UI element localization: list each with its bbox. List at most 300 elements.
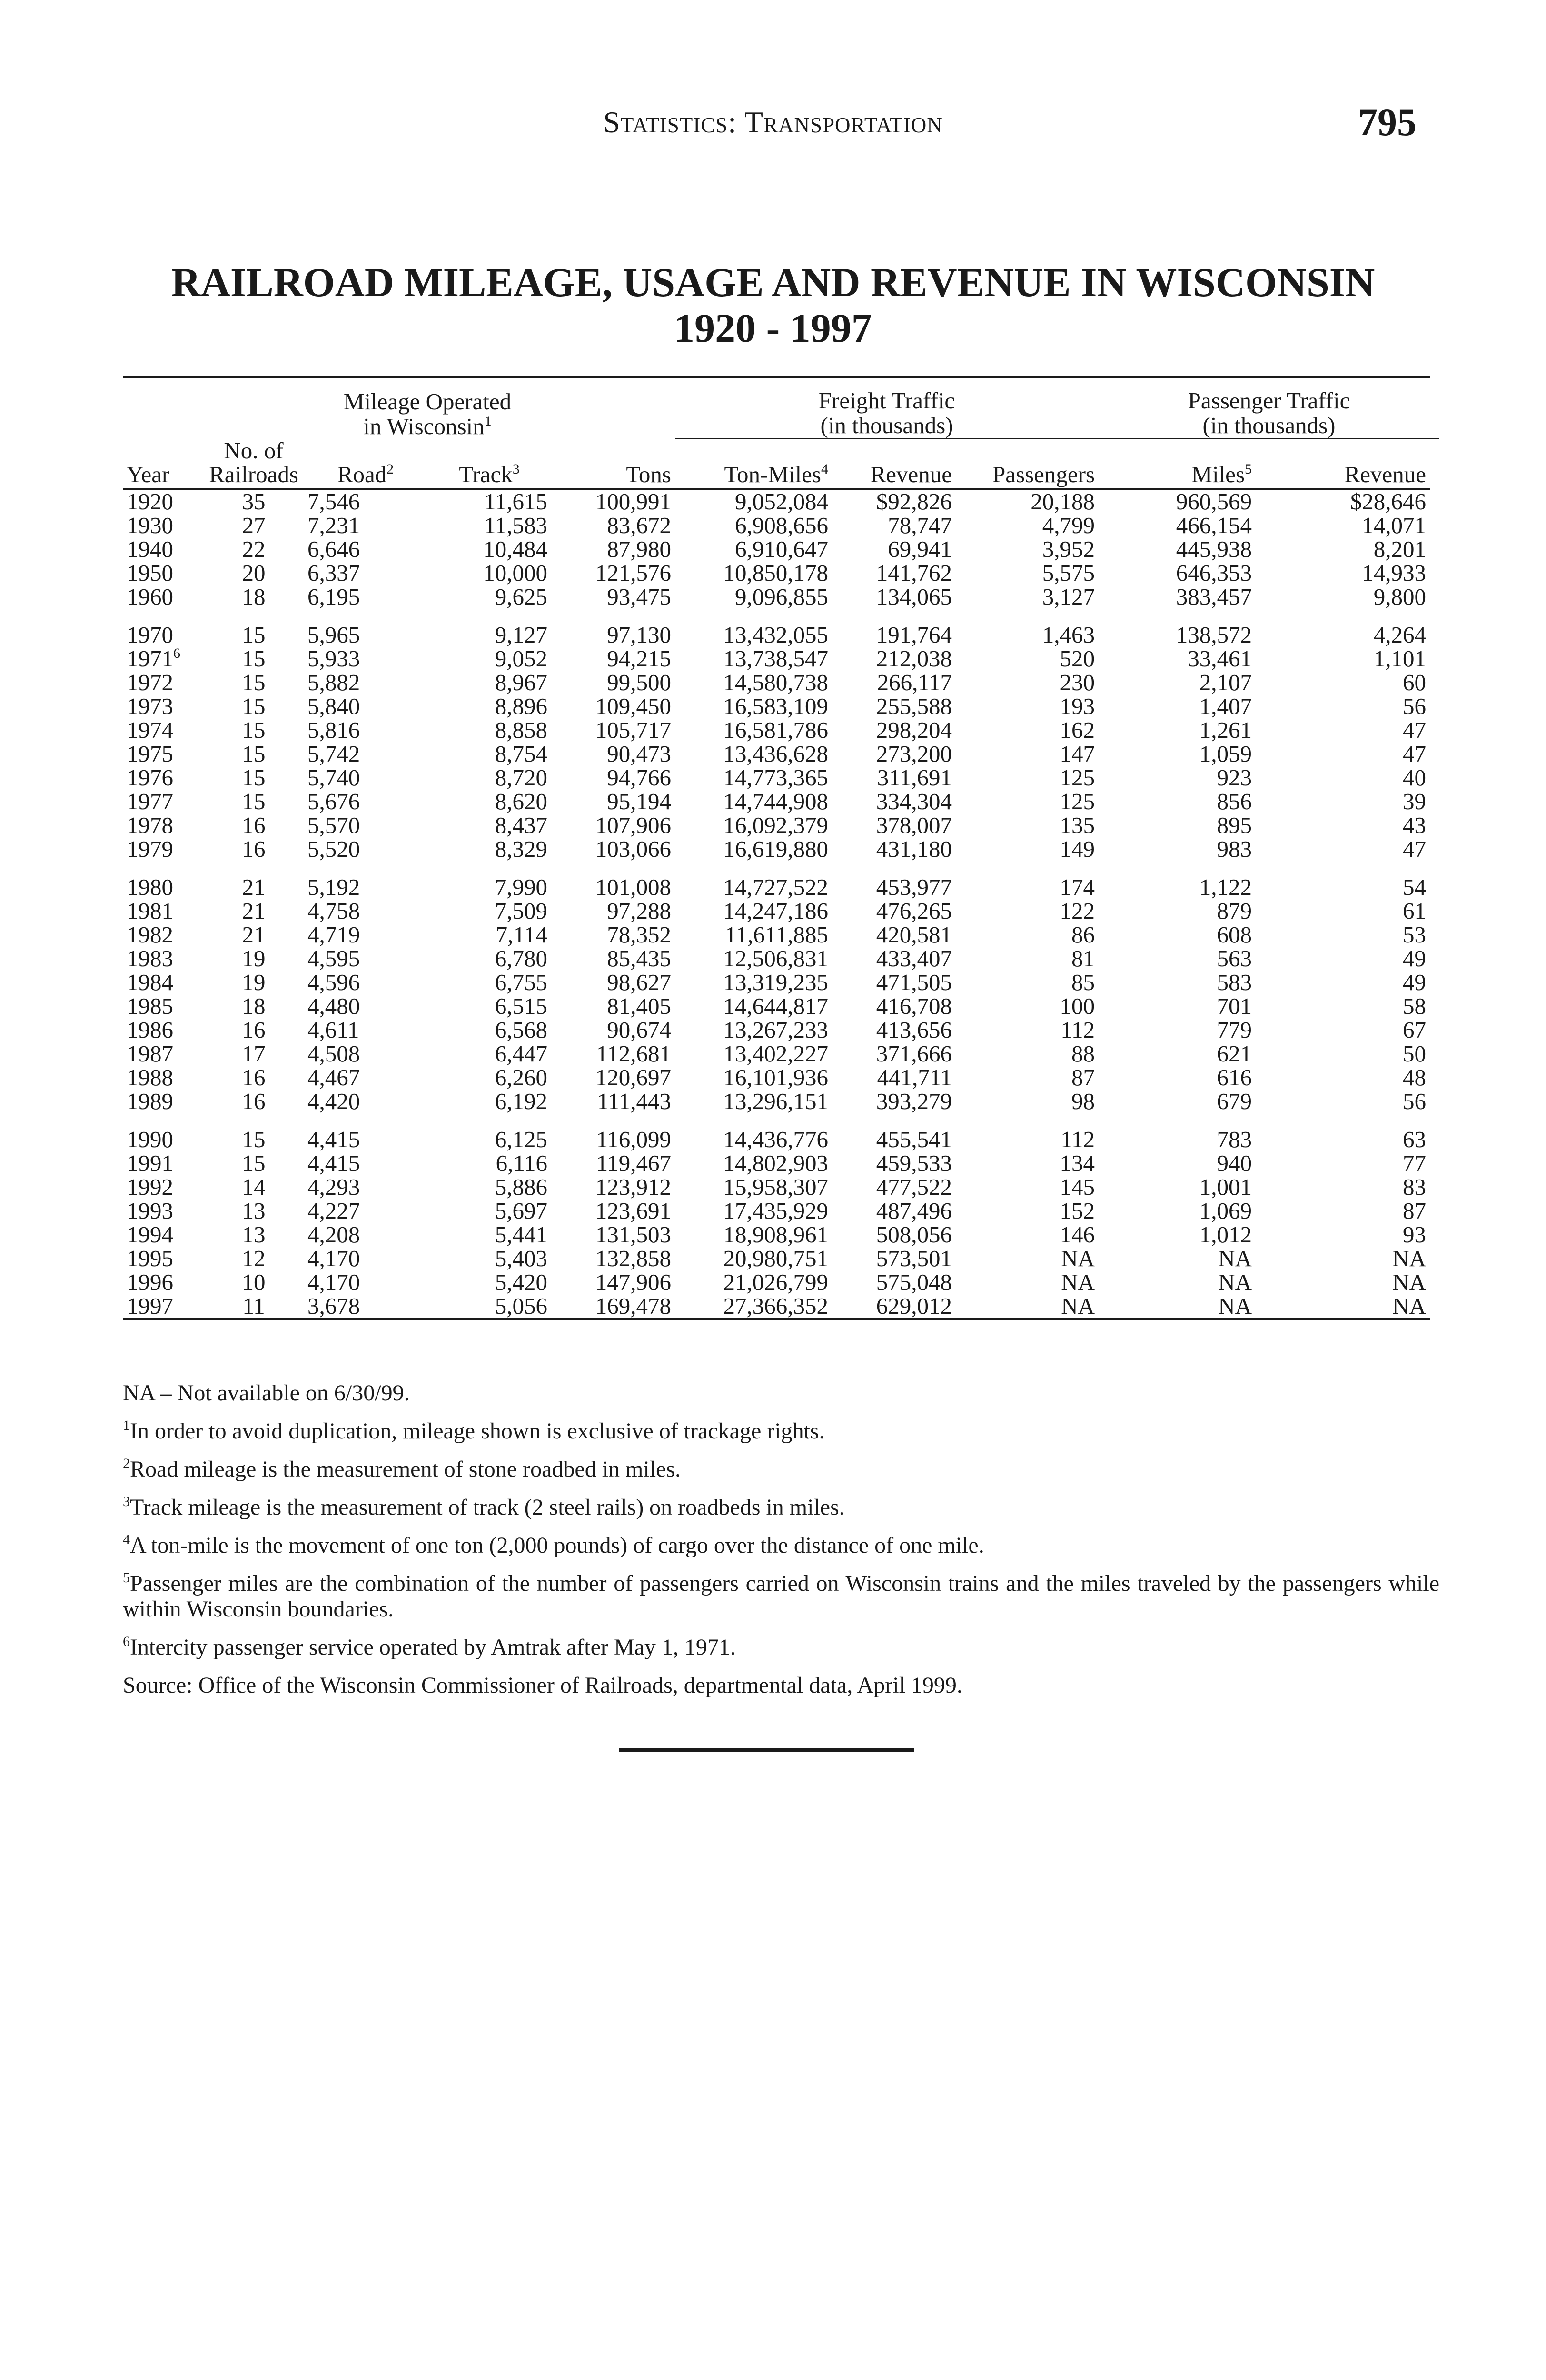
cell-tons: 109,450 (595, 693, 671, 719)
cell-tons: 100,991 (595, 488, 671, 515)
cell-freight-revenue: 371,666 (876, 1040, 952, 1067)
cell-road: 4,420 (307, 1088, 360, 1114)
cell-miles: 1,059 (1199, 740, 1252, 767)
cell-freight-revenue: 273,200 (876, 740, 952, 767)
cell-tons: 107,906 (595, 812, 671, 838)
cell-year: 1979 (127, 835, 173, 862)
cell-miles: 445,938 (1176, 536, 1252, 562)
cell-tons: 85,435 (607, 945, 671, 972)
cell-railroads: 15 (242, 645, 266, 672)
footnote-text: Source: Office of the Wisconsin Commissioner of Railroads, departmental data, April 1999. (123, 1673, 962, 1698)
cell-railroads: 15 (242, 693, 266, 719)
cell-freight-revenue: 378,007 (876, 812, 952, 838)
cell-passengers: 87 (1071, 1064, 1095, 1091)
cell-track: 10,484 (483, 536, 547, 562)
cell-ton-miles: 11,611,885 (725, 921, 828, 948)
cell-railroads: 19 (242, 969, 266, 995)
cell-miles: 960,569 (1176, 488, 1252, 515)
cell-passenger-revenue: NA (1392, 1245, 1426, 1271)
cell-passengers: 100 (1060, 992, 1095, 1019)
freight-group-line2: (in thousands) (820, 412, 953, 438)
cell-miles: 621 (1217, 1040, 1252, 1067)
cell-road: 4,415 (307, 1150, 360, 1176)
footnote-mark: 3 (123, 1494, 130, 1509)
table-row (123, 947, 1439, 971)
cell-road: 5,965 (307, 621, 360, 648)
footnote-mark: 6 (123, 1634, 130, 1649)
footnote-text: NA – Not available on 6/30/99. (123, 1380, 410, 1406)
cell-passenger-revenue: 47 (1403, 716, 1426, 743)
table-row (123, 837, 1439, 861)
cell-passenger-revenue: 39 (1403, 788, 1426, 814)
table-row (123, 1223, 1439, 1247)
cell-year: 1986 (127, 1016, 173, 1043)
footnote (123, 1457, 1439, 1482)
cell-tons: 98,627 (607, 969, 671, 995)
cell-miles: 779 (1217, 1016, 1252, 1043)
cell-passenger-revenue: 40 (1403, 764, 1426, 791)
cell-year: 1973 (127, 693, 173, 719)
cell-railroads: 18 (242, 583, 266, 610)
cell-railroads: 15 (242, 716, 266, 743)
cell-passengers: 86 (1071, 921, 1095, 948)
cell-freight-revenue: 471,505 (876, 969, 952, 995)
cell-year: 1987 (127, 1040, 173, 1067)
cell-year: 1989 (127, 1088, 173, 1114)
passenger-group-line2: (in thousands) (1202, 412, 1336, 438)
cell-passenger-revenue: 43 (1403, 812, 1426, 838)
cell-miles: 646,353 (1176, 559, 1252, 586)
cell-ton-miles: 10,850,178 (723, 559, 828, 586)
cell-ton-miles: 14,727,522 (723, 873, 828, 900)
cell-passengers: 134 (1060, 1150, 1095, 1176)
cell-railroads: 20 (242, 559, 266, 586)
cell-tons: 97,288 (607, 897, 671, 924)
cell-passengers: 3,127 (1042, 583, 1095, 610)
cell-year: 1920 (127, 488, 173, 515)
cell-year: 1960 (127, 583, 173, 610)
cell-road: 4,227 (307, 1197, 360, 1224)
footnotes (123, 1380, 1439, 1711)
table-row (123, 923, 1439, 947)
cell-track: 6,780 (495, 945, 547, 972)
cell-passenger-revenue: 56 (1403, 1088, 1426, 1114)
cell-passenger-revenue: 54 (1403, 873, 1426, 900)
cell-miles: 923 (1217, 764, 1252, 791)
cell-railroads: 15 (242, 788, 266, 814)
cell-railroads: 15 (242, 764, 266, 791)
cell-miles: NA (1218, 1245, 1252, 1271)
cell-railroads: 27 (242, 512, 266, 538)
col-track: Track$^3$ (427, 439, 551, 489)
cell-road: 4,480 (307, 992, 360, 1019)
track-note: 3 (512, 461, 520, 477)
cell-tons: 123,691 (595, 1197, 671, 1224)
cell-ton-miles: 9,096,855 (735, 583, 828, 610)
cell-road: 6,337 (307, 559, 360, 586)
cell-ton-miles: 16,583,109 (723, 693, 828, 719)
col-ton-miles: Ton-Miles$^4$ (675, 439, 832, 489)
cell-railroads: 14 (242, 1173, 266, 1200)
table-row (123, 1270, 1439, 1294)
cell-passengers: 3,952 (1042, 536, 1095, 562)
cell-freight-revenue: 487,496 (876, 1197, 952, 1224)
cell-freight-revenue: 311,691 (877, 764, 952, 791)
cell-road: 4,508 (307, 1040, 360, 1067)
passenger-group-line1: Passenger Traffic (1188, 387, 1350, 414)
table-row (123, 561, 1439, 585)
table-row (123, 875, 1439, 899)
footnote (123, 1418, 1439, 1444)
cell-tons: 78,352 (607, 921, 671, 948)
cell-road: 5,816 (307, 716, 360, 743)
cell-ton-miles: 14,744,908 (723, 788, 828, 814)
cell-passengers: 85 (1071, 969, 1095, 995)
cell-freight-revenue: 134,065 (876, 583, 952, 610)
cell-passenger-revenue: 77 (1403, 1150, 1426, 1176)
cell-miles: 879 (1217, 897, 1252, 924)
cell-passengers: 230 (1060, 669, 1095, 695)
cell-miles: 608 (1217, 921, 1252, 948)
cell-tons: 95,194 (607, 788, 671, 814)
cell-freight-revenue: 141,762 (876, 559, 952, 586)
table-row (123, 671, 1439, 694)
railroad-table-container (123, 376, 1439, 1320)
cell-track: 8,896 (495, 693, 547, 719)
cell-tons: 93,475 (607, 583, 671, 610)
cell-freight-revenue: 266,117 (877, 669, 952, 695)
cell-freight-revenue: 78,747 (888, 512, 952, 538)
cell-ton-miles: 14,802,903 (723, 1150, 828, 1176)
table-row (123, 694, 1439, 718)
table-row (123, 813, 1439, 837)
cell-track: 9,052 (495, 645, 547, 672)
cell-track: 5,441 (495, 1221, 547, 1248)
footnote (123, 1635, 1439, 1660)
cell-track: 8,754 (495, 740, 547, 767)
cell-ton-miles: 15,958,307 (723, 1173, 828, 1200)
col-railroads (204, 439, 304, 489)
cell-track: 9,127 (495, 621, 547, 648)
cell-freight-revenue: 393,279 (876, 1088, 952, 1114)
cell-ton-miles: 16,619,880 (723, 835, 828, 862)
cell-road: 4,596 (307, 969, 360, 995)
cell-passenger-revenue: 61 (1403, 897, 1426, 924)
page-title (0, 259, 1546, 351)
cell-passengers: 174 (1060, 873, 1095, 900)
cell-miles: 1,001 (1199, 1173, 1252, 1200)
table-row (123, 1066, 1439, 1090)
cell-miles: NA (1099, 1294, 1256, 1319)
cell-ton-miles: 16,581,786 (723, 716, 828, 743)
cell-railroads: 16 (242, 1064, 266, 1091)
cell-passengers: 20,188 (1031, 488, 1095, 515)
cell-railroads: 15 (242, 1150, 266, 1176)
col-railroads-line2: Railroads (209, 461, 298, 487)
page-number: 795 (1358, 100, 1417, 144)
cell-railroads: 35 (242, 488, 266, 515)
cell-year: 1950 (127, 559, 173, 586)
cell-tons: 97,130 (607, 621, 671, 648)
running-head: Statistics: Transportation (603, 105, 943, 139)
cell-passengers: 149 (1060, 835, 1095, 862)
cell-passenger-revenue: 58 (1403, 992, 1426, 1019)
cell-passengers: 193 (1060, 693, 1095, 719)
table-row (123, 790, 1439, 813)
cell-tons: 112,681 (596, 1040, 671, 1067)
cell-road: 5,882 (307, 669, 360, 695)
cell-miles: 701 (1217, 992, 1252, 1019)
cell-year: 1985 (127, 992, 173, 1019)
cell-track: 5,403 (495, 1245, 547, 1271)
cell-year: 1984 (127, 969, 173, 995)
cell-road: 4,758 (307, 897, 360, 924)
cell-railroads: 15 (242, 621, 266, 648)
cell-track: 8,720 (495, 764, 547, 791)
table-row (123, 994, 1439, 1018)
cell-year: 1981 (127, 897, 173, 924)
cell-railroads: 15 (242, 669, 266, 695)
freight-group-line1: Freight Traffic (818, 387, 955, 414)
cell-passenger-revenue: 60 (1403, 669, 1426, 695)
road-note: 2 (386, 461, 394, 477)
cell-passengers: 81 (1071, 945, 1095, 972)
bottom-rule (619, 1748, 914, 1752)
cell-miles: 1,407 (1199, 693, 1252, 719)
column-header-row (123, 439, 1439, 489)
cell-passengers: NA (1061, 1269, 1095, 1295)
table-row (123, 971, 1439, 994)
cell-freight-revenue: 69,941 (888, 536, 952, 562)
freight-group-header (675, 388, 1099, 439)
cell-miles: 983 (1217, 835, 1252, 862)
cell-passenger-revenue: 67 (1403, 1016, 1426, 1043)
cell-ton-miles: 12,506,831 (723, 945, 828, 972)
cell-passenger-revenue: 47 (1403, 740, 1426, 767)
col-tons: Tons (551, 439, 675, 489)
cell-road: 4,719 (307, 921, 360, 948)
cell-year: 1975 (127, 740, 173, 767)
cell-passengers: 135 (1060, 812, 1095, 838)
cell-road: 4,611 (307, 1016, 359, 1043)
cell-railroads: 10 (242, 1269, 266, 1295)
cell-railroads: 16 (242, 1088, 266, 1114)
cell-freight-revenue: 455,541 (876, 1126, 952, 1152)
cell-passengers: 1,463 (1042, 621, 1095, 648)
cell-passengers: 147 (1060, 740, 1095, 767)
col-freight-revenue: Revenue (832, 439, 956, 489)
cell-railroads: 21 (242, 897, 266, 924)
footnote (123, 1380, 1439, 1406)
cell-road: 4,208 (307, 1221, 360, 1248)
cell-tons: 121,576 (595, 559, 671, 586)
footnote-mark: 4 (123, 1532, 130, 1547)
cell-miles: 466,154 (1176, 512, 1252, 538)
cell-tons: 90,674 (607, 1016, 671, 1043)
cell-freight-revenue: 334,304 (876, 788, 952, 814)
table-row (123, 1294, 1439, 1319)
cell-passenger-revenue: 9,800 (1373, 583, 1426, 610)
cell-road: 5,192 (307, 873, 360, 900)
cell-passengers: 112 (1060, 1126, 1095, 1152)
cell-passengers: 122 (1060, 897, 1095, 924)
cell-tons: 169,478 (551, 1294, 675, 1319)
cell-ton-miles: 13,738,547 (723, 645, 828, 672)
cell-freight-revenue: 298,204 (876, 716, 952, 743)
cell-track: 8,967 (495, 669, 547, 695)
cell-passengers: 520 (1060, 645, 1095, 672)
cell-passenger-revenue: NA (1392, 1269, 1426, 1295)
table-body (123, 489, 1439, 1319)
footnote-text: Passenger miles are the combination of the number of passengers carried on Wisconsin trains and the miles traveled by the passengers while within Wisconsin boundaries. (123, 1571, 1439, 1622)
cell-track: 7,990 (495, 873, 547, 900)
footnote-mark: 1 (123, 1418, 130, 1433)
year-note: 6 (173, 645, 180, 661)
cell-ton-miles: 13,432,055 (723, 621, 828, 648)
cell-tons: 111,443 (597, 1088, 671, 1114)
cell-tons: 87,980 (607, 536, 671, 562)
cell-ton-miles: 16,101,936 (723, 1064, 828, 1091)
cell-freight-revenue: 191,764 (876, 621, 952, 648)
cell-track: 6,125 (495, 1126, 547, 1152)
cell-track: 5,886 (495, 1173, 547, 1200)
cell-freight-revenue: $92,826 (876, 488, 952, 515)
cell-railroads: 16 (242, 1016, 266, 1043)
footnote-text: A ton-mile is the movement of one ton (2,000 pounds) of cargo over the distance of one mile. (130, 1533, 984, 1558)
mileage-group-note: 1 (484, 413, 492, 429)
footnote-text: In order to avoid duplication, mileage shown is exclusive of trackage rights. (130, 1418, 825, 1444)
footnote (123, 1495, 1439, 1520)
col-miles: Miles$^5$ (1099, 439, 1256, 489)
cell-freight-revenue: 212,038 (876, 645, 952, 672)
cell-freight-revenue: 420,581 (876, 921, 952, 948)
cell-tons: 101,008 (595, 873, 671, 900)
table-row (123, 742, 1439, 766)
cell-road: 6,646 (307, 536, 360, 562)
cell-passengers: 152 (1060, 1197, 1095, 1224)
cell-track: 6,260 (495, 1064, 547, 1091)
cell-road: 7,546 (307, 488, 360, 515)
cell-freight-revenue: 477,522 (876, 1173, 952, 1200)
cell-railroads: 11 (204, 1294, 304, 1319)
group-header-row (123, 388, 1439, 439)
miles-note: 5 (1245, 461, 1252, 477)
cell-passengers: 4,799 (1042, 512, 1095, 538)
cell-passenger-revenue: 83 (1403, 1173, 1426, 1200)
cell-miles: 1,122 (1199, 873, 1252, 900)
cell-year: 1997 (123, 1294, 204, 1319)
table-row (123, 718, 1439, 742)
cell-tons: 94,215 (607, 645, 671, 672)
cell-year: 1996 (127, 1269, 173, 1295)
table-row (123, 1018, 1439, 1042)
cell-tons: 83,672 (607, 512, 671, 538)
cell-road: 4,170 (307, 1245, 360, 1271)
cell-track: 5,056 (427, 1294, 551, 1319)
cell-year: 1982 (127, 921, 173, 948)
cell-year: 1994 (127, 1221, 173, 1248)
table-row (123, 1199, 1439, 1223)
cell-passenger-revenue: 56 (1403, 693, 1426, 719)
cell-freight-revenue: 433,407 (876, 945, 952, 972)
cell-miles: 895 (1217, 812, 1252, 838)
cell-railroads: 16 (242, 835, 266, 862)
cell-railroads: 21 (242, 873, 266, 900)
cell-railroads: 19 (242, 945, 266, 972)
footnote-mark: 5 (123, 1570, 130, 1586)
cell-tons: 99,500 (607, 669, 671, 695)
cell-passenger-revenue: 50 (1403, 1040, 1426, 1067)
cell-tons: 131,503 (595, 1221, 671, 1248)
table-row (123, 623, 1439, 647)
cell-freight-revenue: 575,048 (876, 1269, 952, 1295)
cell-track: 9,625 (495, 583, 547, 610)
cell-railroads: 15 (242, 1126, 266, 1152)
cell-freight-revenue: 476,265 (876, 897, 952, 924)
cell-tons: 132,858 (595, 1245, 671, 1271)
cell-ton-miles: 14,436,776 (723, 1126, 828, 1152)
cell-ton-miles: 20,980,751 (723, 1245, 828, 1271)
cell-track: 8,437 (495, 812, 547, 838)
cell-ton-miles: 18,908,961 (723, 1221, 828, 1248)
cell-passenger-revenue: 47 (1403, 835, 1426, 862)
footnote-text: Road mileage is the measurement of stone roadbed in miles. (130, 1457, 681, 1482)
table-row (123, 489, 1439, 514)
cell-track: 6,116 (496, 1150, 547, 1176)
cell-tons: 116,099 (596, 1126, 671, 1152)
cell-year: 1977 (127, 788, 173, 814)
cell-passenger-revenue: $28,646 (1350, 488, 1426, 515)
cell-miles: 940 (1217, 1150, 1252, 1176)
cell-freight-revenue: 416,708 (876, 992, 952, 1019)
cell-track: 10,000 (483, 559, 547, 586)
cell-freight-revenue: 441,711 (877, 1064, 952, 1091)
cell-road: 6,195 (307, 583, 360, 610)
cell-road: 3,678 (304, 1294, 427, 1319)
cell-freight-revenue: 459,533 (876, 1150, 952, 1176)
cell-tons: 103,066 (595, 835, 671, 862)
cell-passengers: 125 (1060, 788, 1095, 814)
table-row (123, 647, 1439, 671)
cell-road: 5,933 (307, 645, 360, 672)
cell-passenger-revenue: 93 (1403, 1221, 1426, 1248)
table-row (123, 1175, 1439, 1199)
cell-ton-miles: 21,026,799 (723, 1269, 828, 1295)
col-year: Year (123, 439, 204, 489)
cell-road: 4,467 (307, 1064, 360, 1091)
cell-road: 5,742 (307, 740, 360, 767)
cell-miles: 563 (1217, 945, 1252, 972)
footnote-text: Intercity passenger service operated by Amtrak after May 1, 1971. (130, 1635, 736, 1660)
footnote (123, 1533, 1439, 1558)
cell-miles: 138,572 (1176, 621, 1252, 648)
cell-ton-miles: 9,052,084 (735, 488, 828, 515)
cell-miles: 1,261 (1199, 716, 1252, 743)
cell-passengers: 162 (1060, 716, 1095, 743)
cell-passenger-revenue: 63 (1403, 1126, 1426, 1152)
table-row (123, 1090, 1439, 1113)
col-road: Road$^2$ (304, 439, 427, 489)
footnote (123, 1571, 1439, 1622)
cell-road: 5,570 (307, 812, 360, 838)
cell-ton-miles: 13,296,151 (723, 1088, 828, 1114)
table-row (123, 766, 1439, 790)
cell-ton-miles: 6,908,656 (735, 512, 828, 538)
page-header (0, 95, 1546, 162)
cell-passenger-revenue: 1,101 (1373, 645, 1426, 672)
cell-miles: 856 (1217, 788, 1252, 814)
col-railroads-line1: No. of (224, 437, 284, 464)
